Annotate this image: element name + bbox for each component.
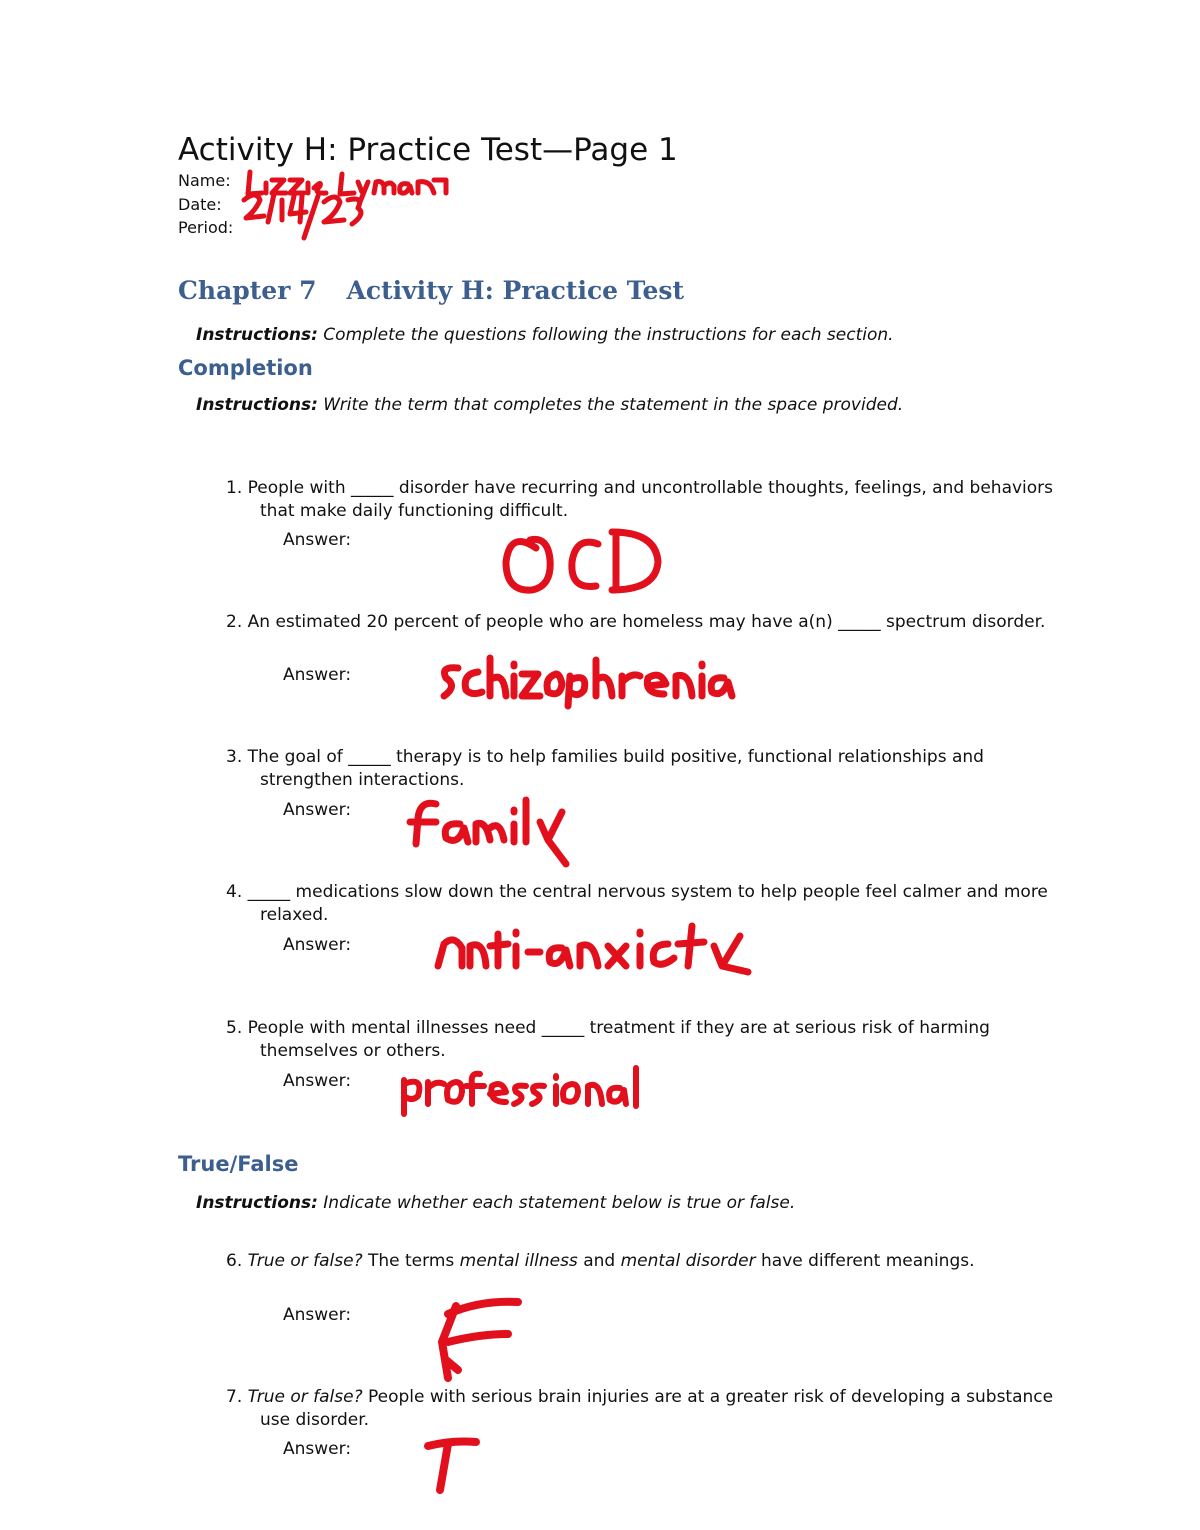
question-6 xyxy=(226,1250,1060,1273)
question-text: An estimated 20 percent of people who are homeless may have a(n) _____ spectrum disorder. xyxy=(247,612,1046,632)
chapter-heading xyxy=(178,276,684,305)
handwritten-name xyxy=(248,172,446,202)
question-1 xyxy=(226,477,1060,523)
question-7 xyxy=(226,1386,1060,1432)
period-label: Period: xyxy=(178,218,234,237)
term-mental-disorder: mental disorder xyxy=(620,1251,756,1271)
document-title: Activity H: Practice Test—Page 1 xyxy=(178,132,678,168)
handwritten-answer-7 xyxy=(428,1442,476,1491)
general-instructions xyxy=(196,324,986,347)
question-text: People with _____ disorder have recurring and uncontrollable thoughts, feelings, and behaviors that make daily functioning difficult. xyxy=(247,478,1054,521)
question-text-part: have different meanings. xyxy=(761,1251,975,1271)
question-text-part: The terms xyxy=(368,1251,455,1271)
handwritten-answer-5 xyxy=(404,1068,636,1114)
completion-heading: Completion xyxy=(178,356,313,380)
question-number: 2. xyxy=(226,612,243,632)
answer-label-6: Answer: xyxy=(283,1305,352,1325)
handwritten-answer-4 xyxy=(438,926,748,972)
answer-label-7: Answer: xyxy=(283,1439,352,1459)
handwritten-answer-6 xyxy=(442,1302,518,1378)
true-false-instructions xyxy=(196,1192,986,1215)
question-text: _____ medications slow down the central nervous system to help people feel calmer and more relaxed. xyxy=(247,882,1048,925)
question-2 xyxy=(226,611,1060,634)
name-label: Name: xyxy=(178,171,231,190)
date-label: Date: xyxy=(178,195,222,214)
instructions-lead: Instructions: xyxy=(196,1193,318,1213)
question-number: 3. xyxy=(226,747,243,767)
answer-label-4: Answer: xyxy=(283,935,352,955)
term-mental-illness: mental illness xyxy=(459,1251,578,1271)
question-number: 6. xyxy=(226,1251,243,1271)
true-false-heading: True/False xyxy=(178,1152,299,1176)
chapter-number: Chapter 7 xyxy=(178,276,317,305)
handwritten-answer-1 xyxy=(506,532,658,590)
question-text: People with mental illnesses need _____ treatment if they are at serious risk of harming themselves or others. xyxy=(247,1018,990,1061)
handwritten-answer-3 xyxy=(410,800,566,864)
instructions-lead: Instructions: xyxy=(196,325,318,345)
question-number: 4. xyxy=(226,882,243,902)
handwritten-answer-2 xyxy=(444,658,732,706)
answer-label-2: Answer: xyxy=(283,665,352,685)
answer-label-3: Answer: xyxy=(283,800,352,820)
question-4 xyxy=(226,881,1060,927)
question-text: The goal of _____ therapy is to help families build positive, functional relationships and strengthen interactions. xyxy=(247,747,984,790)
handwritten-date xyxy=(244,194,361,238)
question-3 xyxy=(226,746,1060,792)
instructions-lead: Instructions: xyxy=(196,395,318,415)
instructions-text: Complete the questions following the instructions for each section. xyxy=(323,325,894,345)
question-text: People with serious brain injuries are at a greater risk of developing a substance use disorder. xyxy=(260,1387,1054,1430)
question-number: 1. xyxy=(226,478,243,498)
instructions-text: Indicate whether each statement below is true or false. xyxy=(323,1193,796,1213)
question-number: 5. xyxy=(226,1018,243,1038)
true-false-prompt: True or false? xyxy=(247,1251,363,1271)
true-false-prompt: True or false? xyxy=(247,1387,363,1407)
question-number: 7. xyxy=(226,1387,243,1407)
question-text-part: and xyxy=(583,1251,616,1271)
instructions-text: Write the term that completes the statement in the space provided. xyxy=(323,395,904,415)
answer-label-5: Answer: xyxy=(283,1071,352,1091)
chapter-title: Activity H: Practice Test xyxy=(346,276,685,305)
answer-label-1: Answer: xyxy=(283,530,352,550)
completion-instructions xyxy=(196,394,936,417)
question-5 xyxy=(226,1017,1060,1063)
